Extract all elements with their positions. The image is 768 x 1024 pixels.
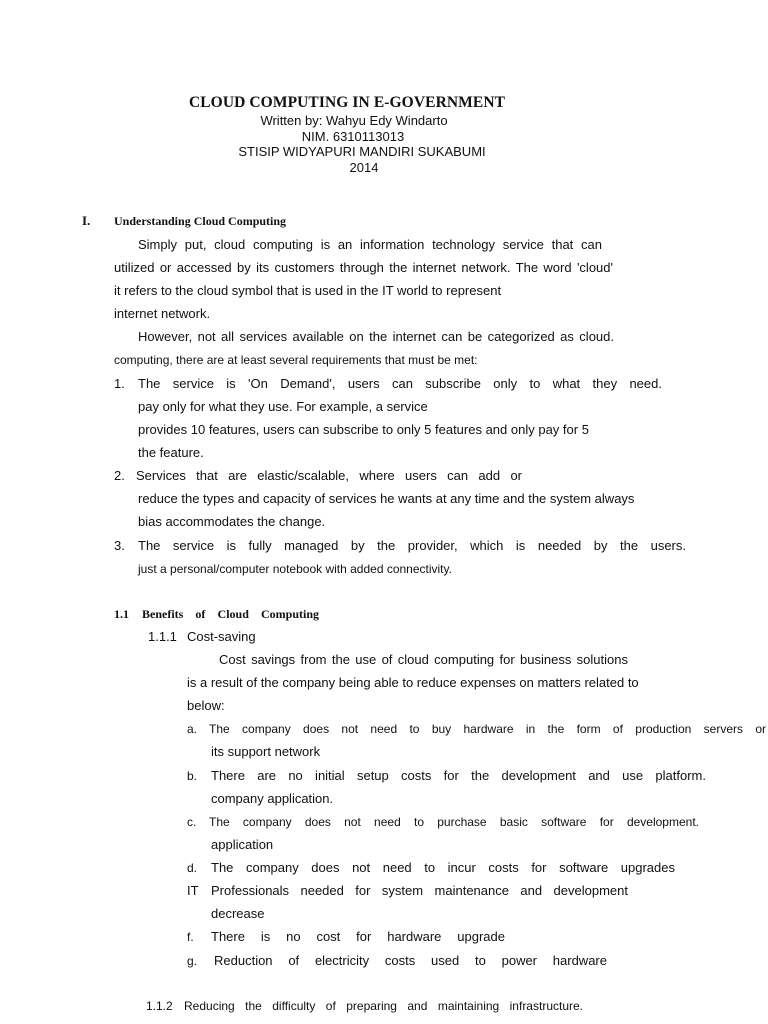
list-item-continuation: decrease [211,906,265,921]
paragraph-line: it refers to the cloud symbol that is used in the IT world to represent [114,283,502,298]
list-item: There is no cost for hardware upgrade [211,929,505,944]
list-item: Professionals needed for system maintenance and development [211,883,628,898]
paragraph-line: computing, there are at least several requirements that must be met: [114,353,478,367]
list-marker: a. [187,722,198,736]
subsection-heading: Benefits of Cloud Computing [142,607,319,621]
paragraph-line: internet network. [114,306,211,321]
paragraph-line: Simply put, cloud computing is an information technology service that can [138,237,602,252]
list-item-continuation: application [211,837,274,852]
list-item-continuation: bias accommodates the change. [138,514,326,529]
list-item: The service is fully managed by the provider, which is needed by the users. [138,538,686,553]
year: 2014 [349,160,379,175]
subsubsection-heading: Cost-saving [187,629,256,644]
list-marker: g. [187,954,198,968]
list-item: There are no initial setup costs for the development and use platform. [211,768,706,783]
list-item-continuation: its support network [211,744,321,759]
list-item: The service is 'On Demand', users can subscribe only to what they need. [138,376,662,391]
list-item: The company does not need to incur costs for software upgrades [211,860,675,875]
list-marker: 1. [114,376,125,391]
list-item: The company does not need to buy hardware in the form of production servers or [209,722,766,736]
section-number: I. [82,213,91,228]
list-item-continuation: just a personal/computer notebook with added connectivity. [138,562,452,576]
document-title: CLOUD COMPUTING IN E-GOVERNMENT [188,94,506,111]
paragraph-line: is a result of the company being able to reduce expenses on matters related to [187,675,639,690]
list-item: The company does not need to purchase basic software for development. [209,815,699,829]
list-item-continuation: the feature. [138,445,204,460]
paragraph-line: utilized or accessed by its customers through the internet network. The word 'cloud' [114,260,613,275]
paragraph-line: Cost savings from the use of cloud computing for business solutions [219,652,628,667]
paragraph-line: below: [187,698,225,713]
list-marker: 2. [114,468,125,483]
list-item: Reduction of electricity costs used to power hardware [214,953,607,968]
subsubsection-number: 1.1.2 [146,999,173,1013]
list-item-continuation: reduce the types and capacity of services he wants at any time and the system always [138,491,635,506]
list-item-continuation: company application. [211,791,334,806]
list-marker: b. [187,769,198,783]
paragraph-line: However, not all services available on the internet can be categorized as cloud. [138,329,614,344]
section-heading: Understanding Cloud Computing [114,214,287,228]
list-marker: 3. [114,538,125,553]
list-item: Services that are elastic/scalable, where users can add or [136,468,522,483]
subsubsection-heading: Reducing the difficulty of preparing and maintaining infrastructure. [184,999,583,1013]
student-id: NIM. 6310113013 [301,129,405,144]
list-marker: c. [187,815,197,829]
list-item-continuation: provides 10 features, users can subscribe to only 5 features and only pay for 5 [138,422,589,437]
subsection-number: 1.1 [114,607,129,621]
list-marker: IT [187,883,199,898]
list-item-continuation: pay only for what they use. For example, a service [138,399,428,414]
list-marker: f. [187,930,194,944]
subsubsection-number: 1.1.1 [148,629,177,644]
author-line: Written by: Wahyu Edy Windarto [260,113,448,128]
list-marker: d. [187,861,198,875]
institution: STISIP WIDYAPURI MANDIRI SUKABUMI [238,144,486,159]
